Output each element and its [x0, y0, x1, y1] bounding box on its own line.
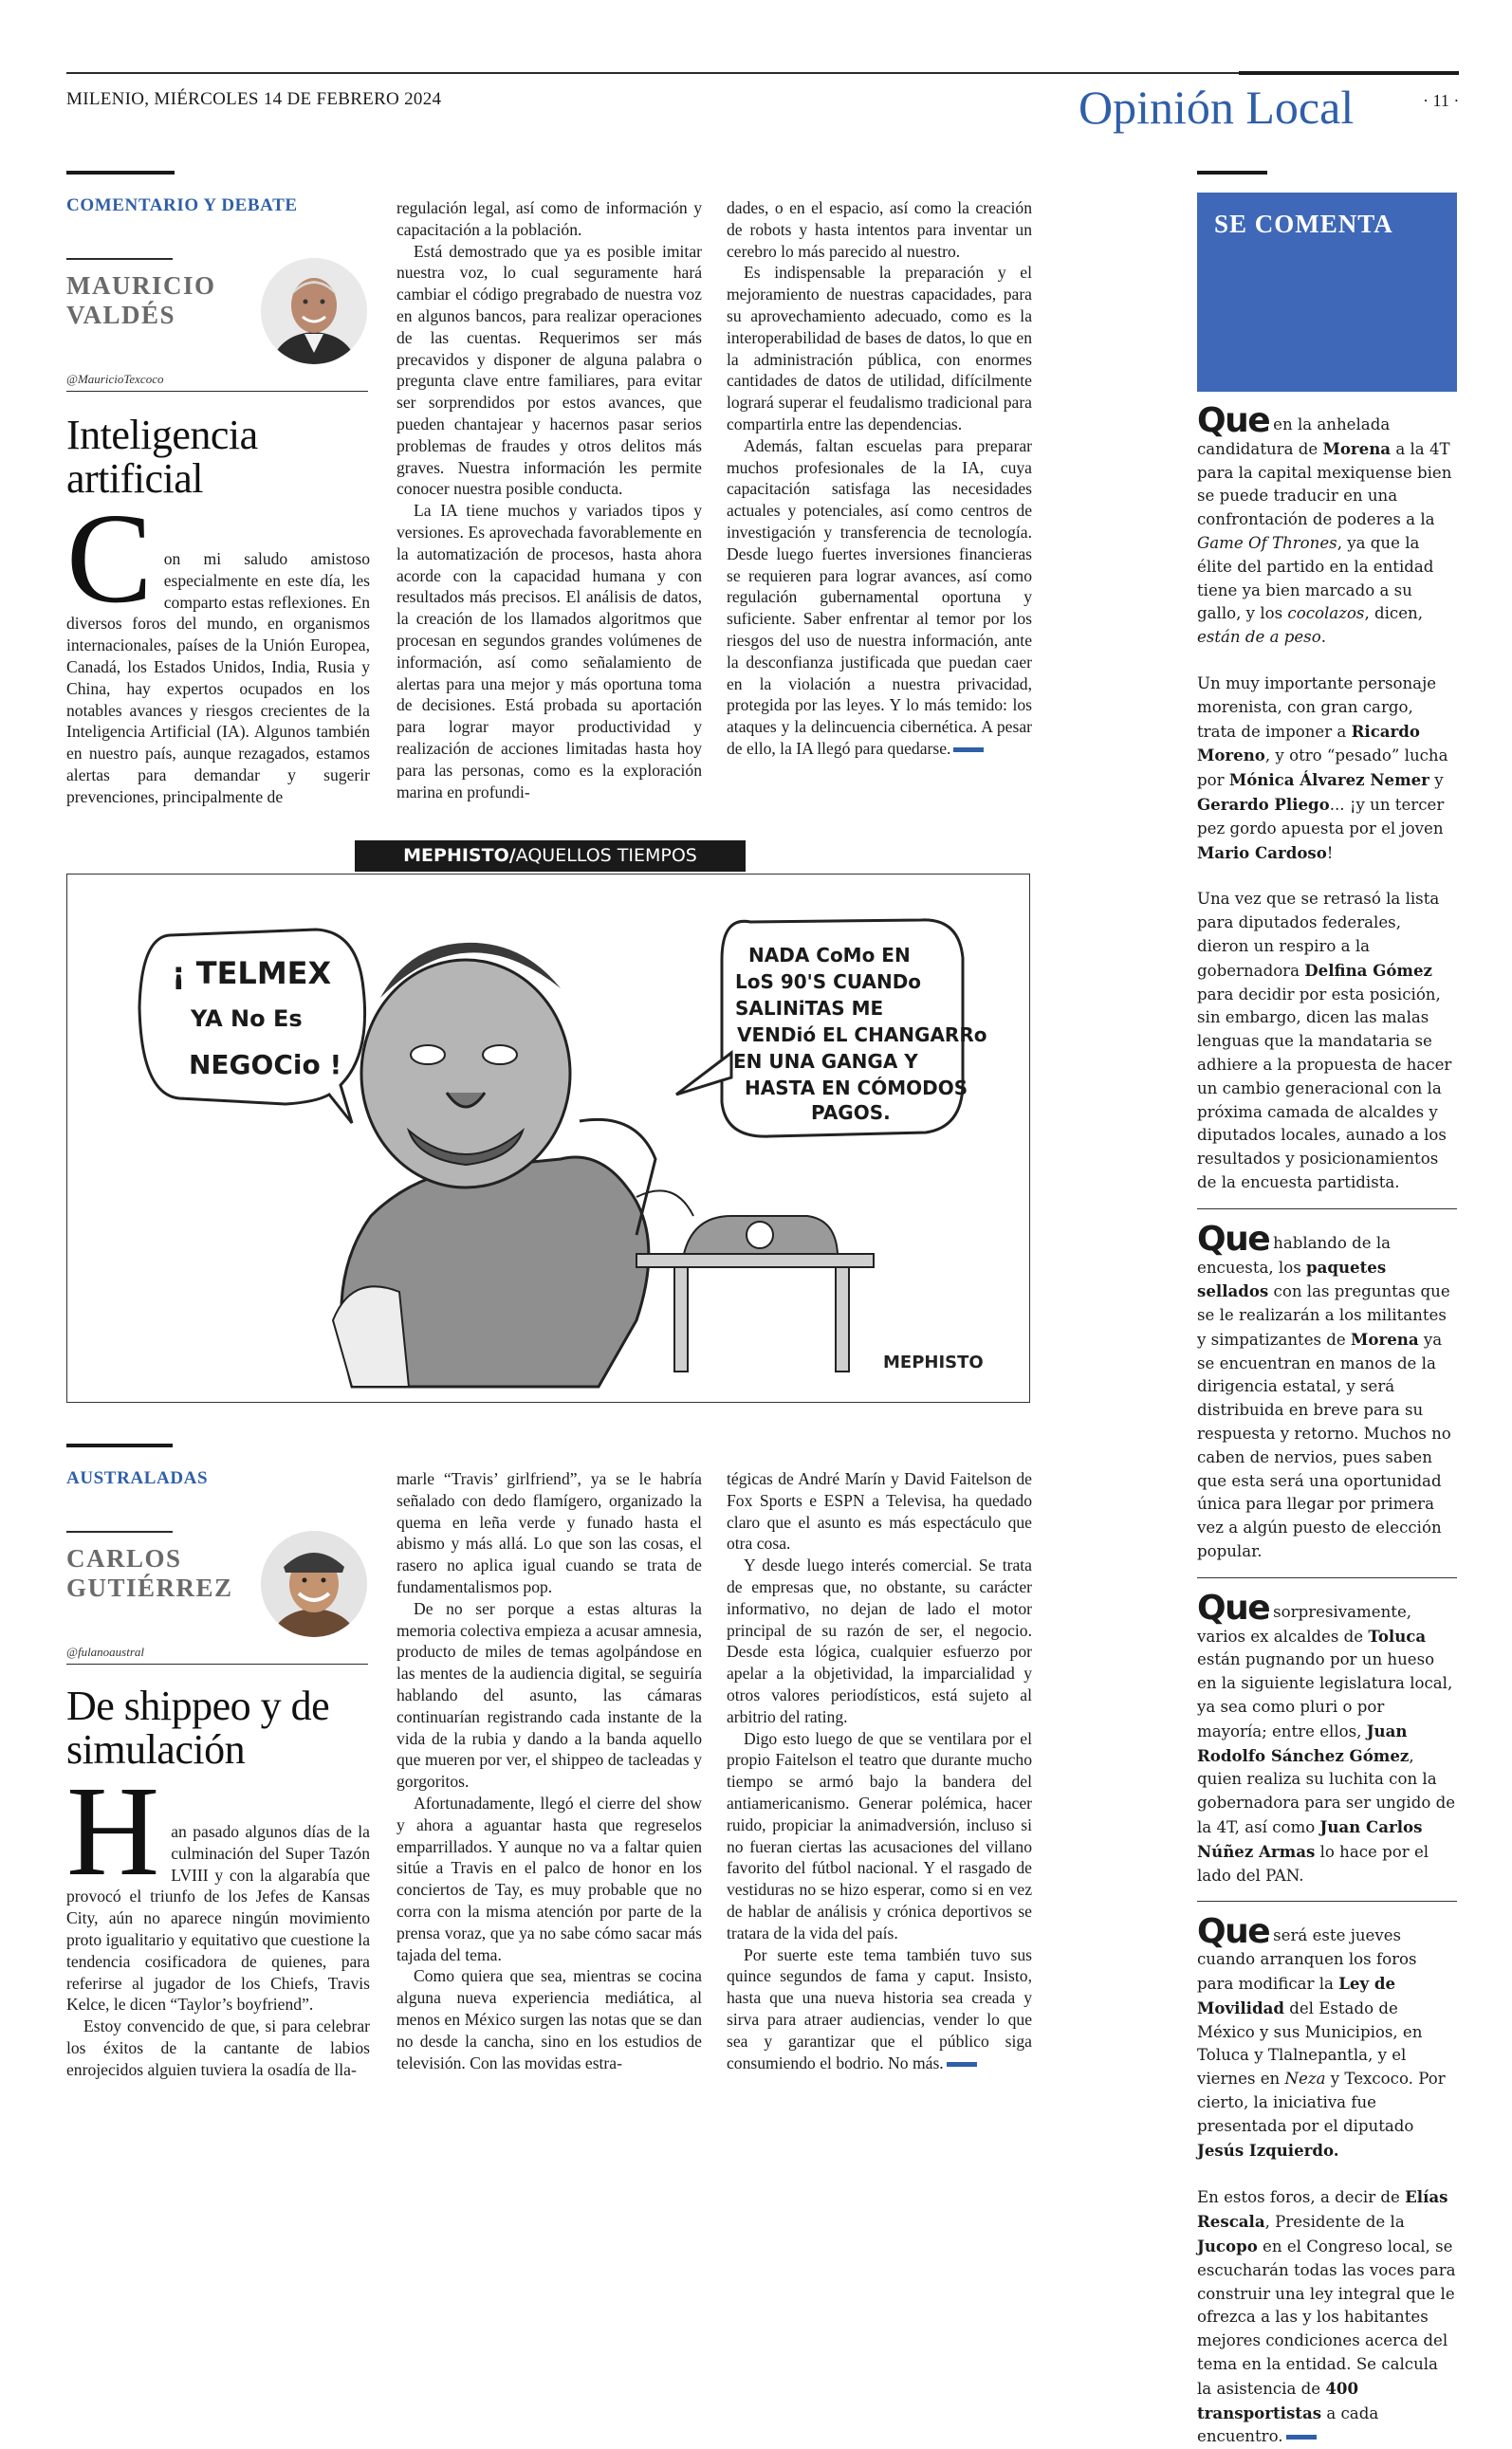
que-marker: Que [1197, 1588, 1270, 1628]
article1-top-rule [66, 171, 175, 175]
author-portrait-illustration [261, 258, 367, 364]
author-rule [66, 1531, 173, 1533]
handle-rule [66, 1664, 368, 1665]
cartoon-signature: MEPHISTO [883, 1353, 984, 1372]
paragraph: Y desde luego interés comercial. Se trata de empresas que, no obstante, su carácter informativo, no dejan de lado el motor principal de su razón de ser, el negocio. Desde esta lógica, cualquier esfuerzo por apelar a la objetividad, la imparcialidad y otros valores periodísticos, está sujeto al arbitrio del rating. [727, 1556, 1032, 1726]
paragraph: regulación legal, así como de información y capacitación a la población. [396, 198, 702, 239]
author-name [66, 271, 216, 330]
article2-top-rule [66, 1444, 173, 1447]
sidebar-divider [1197, 1208, 1457, 1209]
author-photo [261, 258, 367, 364]
cartoonist-name: MEPHISTO/ [403, 845, 516, 866]
article2-column-3 [727, 1468, 1032, 2073]
author-photo [261, 1531, 367, 1637]
end-mark [953, 747, 984, 752]
page-number: · 11 · [1423, 91, 1460, 110]
paragraph: Está demostrado que ya es posible imitar nuestra voz, lo cual seguramente hará cambiar el código pregrabado de nuestra voz en algunos bancos, para realizar operaciones de las cuentas. Requerimos ser más precavidos y disponer de alguna palabra o pregunta clave entre familiares, para evitar ser sorprendidos por estos avances, que pueden chantajear y hacernos pasar serios problemas de fraudes y otros delitos más graves. Nuestra información les permite conocer nuestra posible conducta. [396, 241, 702, 499]
bubble-left-line: NEGOCio ! [189, 1049, 342, 1080]
que-marker: Que [1197, 1912, 1270, 1952]
sidebar-item [1197, 1219, 1457, 1564]
sidebar-title-box [1197, 193, 1457, 392]
author-first-name: MAURICIO [66, 271, 216, 300]
sidebar-item-text: en la anhelada candidatura de Morena a la 4T para la capital mexiquense bien se puede traducir en una confrontación de poderes a la Game Of Thrones, ya que la élite del partido en la entidad tiene ya bien marcado a su gallo, y los cocolazos, dicen, están de a peso. [1197, 415, 1452, 647]
headline-line: artificial [66, 455, 204, 502]
author-name [66, 1544, 233, 1603]
headline-line: Inteligencia [66, 412, 258, 458]
paragraph-text: Por suerte este tema también tuvo sus quince segundos de fama y caput. Insisto, hasta que una nueva historia sea creada y sirva para atraer audiencias, vender lo que sea y garantizar que el público siga consumiendo el bodrio. No más. [727, 1944, 1032, 2072]
end-mark [947, 2062, 977, 2067]
sidebar-item-text: En estos foros, a decir de Elías Rescala, Presidente de la Jucopo en el Congreso local, se escucharán todas las voces para construir una ley integral que le ofrezca a las y los habitantes mejores condiciones acerca del tema en la entidad. Se calcula la asistencia de 400 transportistas a cada encuentro. [1197, 2187, 1456, 2446]
paragraph: Digo esto luego de que se ventilara por el propio Faitelson el teatro que durante mucho tiempo se armó bajo la bandera del antiamericanismo. Generar polémica, hacer ruido, propiciar la animadversión, incluso si no fueran ciertas las acusaciones del villano favorito del fútbol nacional. Y el rasgado de vestiduras no se hizo esperar, como si en vez de hablar de análisis y crónica deportivos se tratara de la vida del país. [727, 1728, 1032, 1943]
author-portrait-illustration [261, 1531, 367, 1637]
sidebar-divider [1197, 1901, 1457, 1902]
sidebar-item [1197, 1588, 1457, 1888]
section-title: Opinión Local [1079, 81, 1355, 134]
article1-section-label: COMENTARIO Y DEBATE [66, 195, 298, 215]
sidebar-divider [1197, 1577, 1457, 1578]
article1-lead-paragraph: on mi saludo amistoso especialmente en este día, les comparto estas reflexiones. En diversos foros del mundo, en organismos internacionales, países de la Unión Europea, Canadá, los Estados Unidos, India, Rusia y China, hay expertos ocupados en los notables avances y riesgos crecientes de la Inteligencia Artificial (IA). Algunos también en nuestro país, aunque rezagados, estamos alertas para demandar y sugerir prevenciones, principalmente de [66, 549, 370, 806]
bubble-right-text: NADA CoMo EN LoS 90'S CUANDo SALINiTAS ME VENDió EL CHANGARRo EN UNA GANGA Y HASTA EN CÓMODOS PAGOS. [733, 944, 987, 1124]
author-last-name: GUTIÉRREZ [66, 1574, 233, 1602]
sidebar-item [1197, 401, 1457, 650]
author-handle: @MauricioTexcoco [66, 372, 164, 386]
bubble-left-line: ¡ TELMEX [172, 955, 332, 991]
cartoon-tab [355, 840, 746, 872]
sidebar-item-text: hablando de la encuesta, los paquetes sellados con las preguntas que se le realizarán a los militantes y simpatizantes de Morena ya se encuentran en manos de la dirigencia estatal, y será distribuida en breve para su respuesta y retorno. Muchos no caben de nervios, pues saben que esta será una oportunidad única para llegar por primera vez a algún puesto de elección popular. [1197, 1233, 1451, 1561]
paragraph: marle “Travis’ girlfriend”, ya se le habría señalado con dedo flamígero, organizado la quema en leña verde y funado hasta el abismo y más allá. Lo que son las cosas, el rasero no aplica igual cuando se trata de fundamentalismos pop. [396, 1469, 702, 1596]
paragraph: De no ser porque a estas alturas la memoria colectiva empieza a acusar amnesia, producto de miles de temas agolpándose en las mentes de la audiencia digital, se seguiría hablando del asunto, las cámaras continuarían registrando cada instante de la vida de la rubia y dando a la banda aquello que mueren por ver, el shippeo de tacleadas y gorgoritos. [396, 1598, 702, 1792]
sidebar-item-text: será este jueves cuando arranquen los foros para modificar la Ley de Movilidad del Estado de México y sus Municipios, en Toluca y Tlalnepantla, y el viernes en Neza y Texcoco. Por cierto, la iniciativa fue presentada por el diputado Jesús Izquierdo. [1197, 1926, 1446, 2160]
paragraph [727, 1944, 1032, 2074]
bubble-left-line: YA No Es [191, 1005, 303, 1032]
paragraph: Como quiera que sea, mientras se cocina alguna nueva experiencia mediática, al menos en México surgen las notas que se dan no desde la cancha, sino en los estudios de televisión. Con las movidas estra- [396, 1966, 702, 2072]
paragraph-text: Además, faltan escuelas para preparar muchos profesionales de la IA, cuya capacitación satisfaga las necesidades actuales y potenciales, así como centros de investigación y transferencia de tecnología. Desde luego fuertes inversiones financieras se requieren para lograr avances, así como regulación gubernamental oportuna y suficiente. Saber enfrentar al temor por los riesgos del uso de nuestra información, ante la desconfianza justificada que puedan caer en la violación a nuestra privacidad, protegida por las leyes. Y lo más temido: los ataques y la delincuencia cibernética. A pesar de ello, la IA llegó para quedarse. [727, 435, 1032, 758]
sidebar-title: SE COMENTA [1214, 210, 1393, 238]
article2-headline [66, 1685, 329, 1772]
que-marker: Que [1197, 1219, 1270, 1259]
end-mark [1286, 2435, 1317, 2440]
paragraph: tégicas de André Marín y David Faitelson de Fox Sports e ESPN a Televisa, ha quedado claro que el asunto es más espectáculo que otra cosa. [727, 1469, 1032, 1554]
que-marker: Que [1197, 401, 1270, 440]
sidebar-item [1197, 1912, 1457, 2163]
paragraph: Afortunadamente, llegó el cierre del show y ahora a aguantar hasta que regreselos emparrillados. Y aunque no va a faltar quien sitúe a Travis en el palco de honor en los conciertos de Tay, es muy probable que no corra con la misma atención por parte de la prensa voraz, que ya no sabe cómo sacar más tajada del tema. [396, 1793, 702, 1964]
author-rule [66, 258, 173, 260]
author-last-name: VALDÉS [66, 301, 176, 329]
dateline: MILENIO, MIÉRCOLES 14 DE FEBRERO 2024 [66, 89, 442, 109]
sidebar-items [1197, 401, 1457, 2449]
handle-rule [66, 391, 368, 392]
editorial-cartoon [66, 874, 1030, 1403]
headline-line: De shippeo y de [66, 1683, 330, 1729]
drop-cap: H [66, 1760, 160, 1903]
drop-cap: C [66, 488, 153, 630]
sidebar-top-rule [1197, 171, 1267, 175]
sidebar-item-continued [1197, 2185, 1457, 2449]
article1-column-3 [727, 197, 1032, 760]
top-accent-rule [1239, 71, 1459, 75]
sidebar-item-text: sorpresivamente, varios ex alcaldes de Toluca están pugnando por un hueso en la siguiente legislatura local, ya sea como pluri o por mayoría; entre ellos, Juan Rodolfo Sánchez Gómez, quien realiza su luchita con la gobernadora para ser ungido de la 4T, así como Juan Carlos Núñez Armas lo hace por el lado del PAN. [1197, 1602, 1456, 1885]
cartoon-series: AQUELLOS TIEMPOS [515, 845, 697, 866]
article2-column-1 [66, 1760, 370, 2081]
sidebar-item-continued: Una vez que se retrasó la lista para diputados federales, dieron un respiro a la gobernadora Delfina Gómez para decidir por esta posición, sin embargo, dicen las malas lenguas que la mandataria se adhiere a la propuesta de hacer un cambio generacional con la próxima camada de alcaldes y diputados locales, aunado a los resultados y posicionamientos de la encuesta partidista. [1197, 890, 1452, 1191]
paragraph: Es indispensable la preparación y el mejoramiento de nuestras capacidades, para su aprovechamiento adecuado, como es la interoperabilidad de bases de datos, lo que en la administración pública, con enormes cantidades de datos de utilidad, difícilmente logrará superar el feudalismo tradicional para compartirla entre las dependencias. [727, 263, 1032, 433]
author-handle: @fulanoaustral [66, 1645, 145, 1659]
author-first-name: CARLOS [66, 1544, 182, 1573]
paragraph: an pasado algunos días de la culminación del Super Tazón LVIII y con la algarabía que provocó el triunfo de los Jefes de Kansas City, aún no aparece ningún movimiento proto igualitario y equitativo que cuestione la tendencia cosificadora de quienes, para referirse al jugador de los Chiefs, Travis Kelce, le dicen “Taylor’s boyfriend”. [66, 1822, 370, 2015]
paragraph: dades, o en el espacio, así como la creación de robots y hasta intentos para inventar un cerebro lo más parecido al nuestro. [727, 198, 1032, 261]
article1-column-2 [396, 197, 702, 802]
paragraph: La IA tiene muchos y variados tipos y versiones. Es aprovechada favorablemente en la automatización de procesos, hasta ahora acorde con la capacidad humana y con resultados más precisos. El análisis de datos, la creación de los llamados algoritmos que procesan en segundos grandes volúmenes de información, así como señalamiento de alertas para una mejor y más oportuna toma de decisiones. Está probada su aportación para lograr mayor productividad y realización de acciones limitadas hasta hoy para las personas, como es la exploración marina en profundi- [396, 501, 702, 801]
paragraph: Estoy convencido de que, si para celebrar los éxitos de la cantante de labios enrojecidos alguien tuviera la osadía de lla- [66, 2016, 370, 2079]
paragraph [727, 435, 1032, 760]
headline-line: simulación [66, 1726, 246, 1773]
sidebar-item-continued: Un muy importante personaje morenista, con gran cargo, trata de imponer a Ricardo Moreno, y otro “pesado” lucha por Mónica Álvarez Nemer y Gerardo Pliego... ¡y un tercer pez gordo apuesta por el joven Mario Cardoso! [1197, 673, 1448, 862]
article1-column-1 [66, 488, 370, 808]
article2-section-label: AUSTRALADAS [66, 1468, 209, 1488]
cartoon-illustration [67, 875, 1029, 1402]
article2-column-2 [396, 1468, 702, 2073]
